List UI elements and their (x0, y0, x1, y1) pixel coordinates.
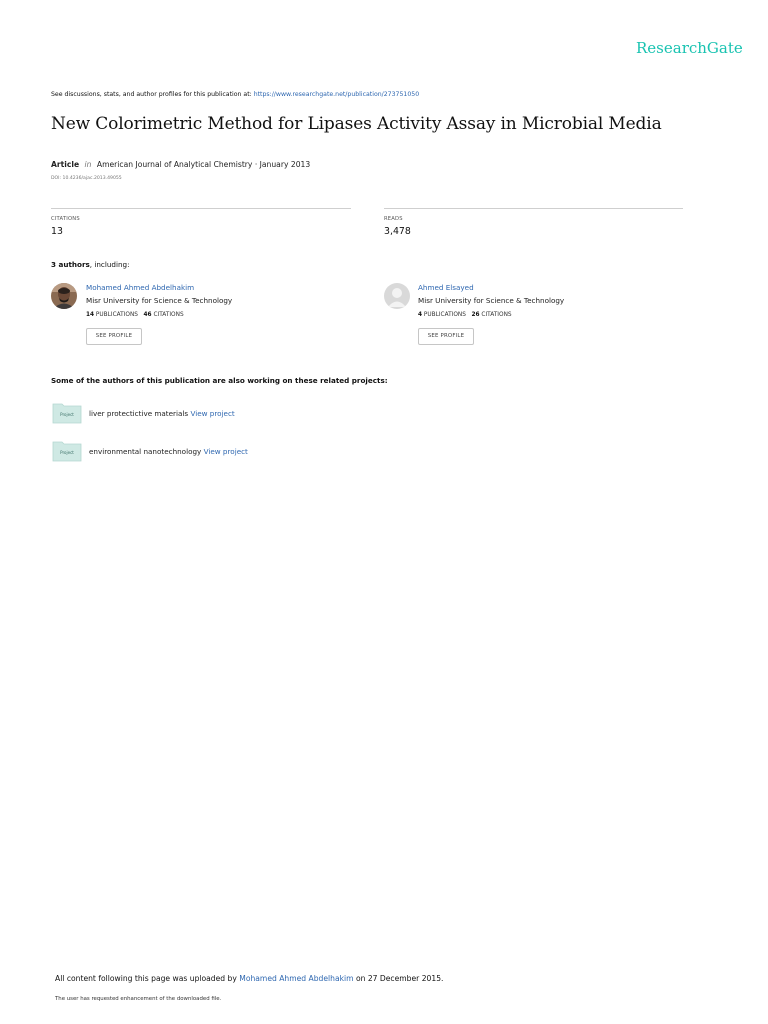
project-1-icon-label: Project (60, 412, 74, 417)
project-2-folder-icon (52, 440, 82, 462)
author-2-citations-count: 26 (471, 312, 480, 318)
upload-suffix: on 27 December 2015. (355, 974, 444, 983)
project-1-row (89, 409, 235, 418)
author-2-publications-count: 4 (418, 312, 423, 318)
upload-prefix: All content following this page was uploaded by (55, 974, 237, 983)
see-discussions-line (51, 91, 419, 98)
citations-value: 13 (51, 226, 63, 237)
author-2-institution: Misr University for Science & Technology (418, 296, 565, 305)
author-2-publications-label: PUBLICATIONS (423, 312, 466, 318)
publication-type: Article (51, 160, 80, 169)
project-2-view-link[interactable]: View project (203, 447, 248, 456)
authors-heading (51, 260, 130, 269)
project-1-name: liver protectictive materials (89, 409, 189, 418)
reads-divider (384, 208, 683, 209)
author-1-citations-count: 46 (143, 312, 152, 318)
project-1-folder-icon (52, 402, 82, 424)
project-2-name: environmental nanotechnology (89, 447, 202, 456)
publication-venue-date: American Journal of Analytical Chemistry · January 2013 (96, 160, 311, 169)
author-1-name[interactable]: Mohamed Ahmed Abdelhakim (86, 283, 195, 292)
author-1-publications-label: PUBLICATIONS (95, 312, 138, 318)
author-2-stats (418, 312, 512, 318)
author-1-publications-count: 14 (86, 312, 95, 318)
citations-divider (51, 208, 351, 209)
reads-label: READS (384, 216, 403, 222)
author-1-citations-label: CITATIONS (153, 312, 184, 318)
citations-label: CITATIONS (51, 216, 80, 222)
related-projects-heading: Some of the authors of this publication are also working on these related projects: (51, 376, 388, 385)
author-1-see-profile-button[interactable]: SEE PROFILE (86, 328, 142, 345)
author-2-citations-label: CITATIONS (481, 312, 512, 318)
default-avatar-icon (384, 283, 410, 309)
reads-value: 3,478 (384, 226, 411, 237)
authors-including: , including: (89, 260, 130, 269)
author-2-name[interactable]: Ahmed Elsayed (418, 283, 474, 292)
author-2-see-profile-button[interactable]: SEE PROFILE (418, 328, 474, 345)
publication-title: New Colorimetric Method for Lipases Activity Assay in Microbial Media (51, 114, 662, 134)
see-discussions-text: See discussions, stats, and author profiles for this publication at: (51, 91, 252, 98)
enhancement-note: The user has requested enhancement of the downloaded file. (55, 996, 222, 1002)
project-1-view-link[interactable]: View project (190, 409, 235, 418)
publication-url-link[interactable]: https://www.researchgate.net/publication/273751050 (253, 91, 420, 98)
upload-notice (55, 974, 443, 983)
project-2-row (89, 447, 248, 456)
author-1-institution: Misr University for Science & Technology (86, 296, 233, 305)
author-1-stats (86, 312, 184, 318)
author-photo-icon (51, 283, 77, 309)
uploader-link[interactable]: Mohamed Ahmed Abdelhakim (239, 974, 354, 983)
publication-meta (51, 160, 310, 169)
author-2-avatar[interactable] (384, 283, 410, 309)
researchgate-logo[interactable]: ResearchGate (636, 39, 743, 57)
project-2-icon-label: Project (60, 450, 74, 455)
in-label: in (84, 160, 92, 169)
authors-count: 3 authors (51, 260, 90, 269)
author-1-avatar[interactable] (51, 283, 77, 309)
publication-doi: DOI: 10.4236/ajac.2013.49055 (51, 176, 122, 181)
